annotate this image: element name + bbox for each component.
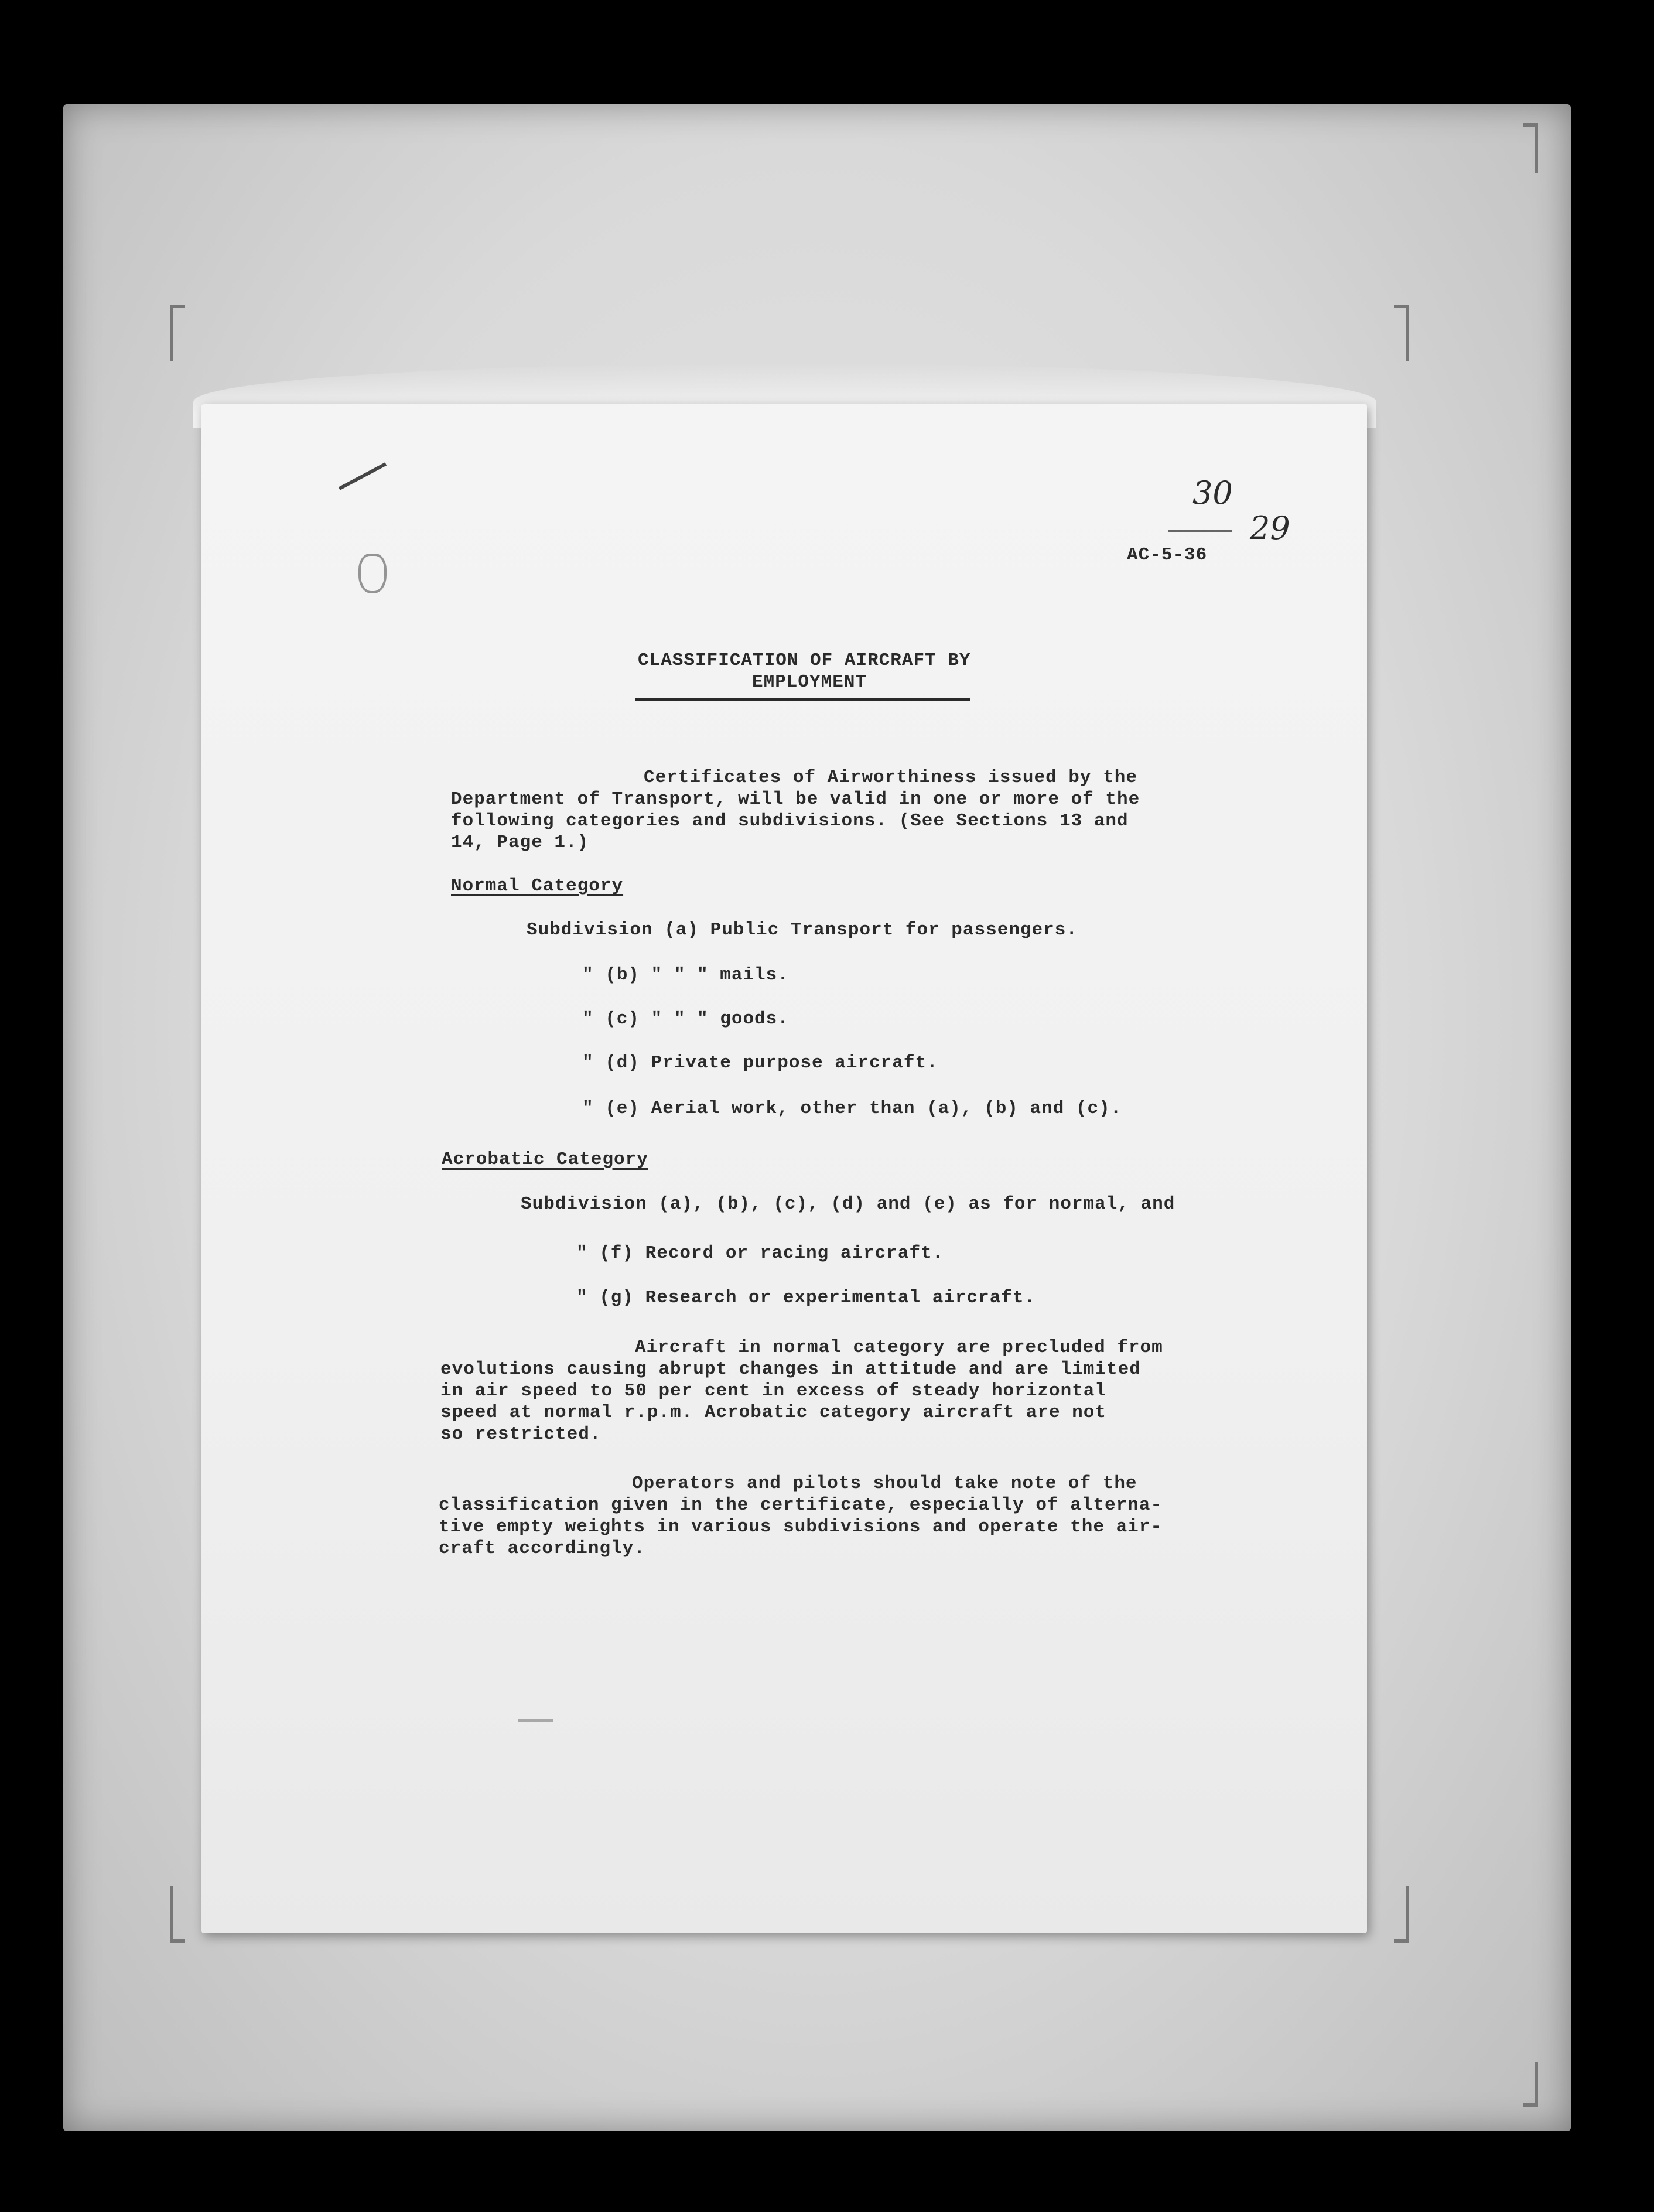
pencil-mark (339, 462, 387, 490)
intro-line-4: 14, Page 1.) (451, 832, 589, 853)
paragraph-1-line-5: so restricted. (440, 1424, 602, 1445)
crop-mark-top-left (170, 305, 185, 361)
title-line-1: CLASSIFICATION OF AIRCRAFT BY (638, 650, 971, 671)
crop-mark-bottom-outer (1523, 2062, 1538, 2107)
paragraph-2-line-3: tive empty weights in various subdivisions and operate the air- (439, 1517, 1162, 1537)
acrobatic-row-f: " (f) Record or racing aircraft. (576, 1243, 944, 1264)
paragraph-2-line-2: classification given in the certificate, especially of alterna- (439, 1495, 1162, 1515)
crop-mark-top-right (1394, 305, 1409, 361)
intro-line-2: Department of Transport, will be valid in one or more of the (451, 789, 1140, 810)
paragraph-1-line-4: speed at normal r.p.m. Acrobatic category aircraft are not (440, 1402, 1106, 1423)
normal-category-heading: Normal Category (451, 876, 624, 896)
handwritten-number: 30 (1192, 475, 1233, 511)
paragraph-2-line-4: craft accordingly. (439, 1538, 645, 1559)
handwritten-page-number: 29 (1250, 510, 1290, 547)
reference-code: AC-5-36 (1127, 545, 1208, 565)
dashed-mark (1168, 530, 1232, 532)
intro-line-1: Certificates of Airworthiness issued by the (644, 767, 1137, 788)
acrobatic-row-g: " (g) Research or experimental aircraft. (576, 1288, 1036, 1308)
paragraph-1-line-3: in air speed to 50 per cent in excess of steady horizontal (440, 1381, 1106, 1401)
normal-row-e: " (e) Aerial work, other than (a), (b) and (c). (582, 1098, 1122, 1119)
staple-hole (358, 554, 387, 593)
normal-row-d: " (d) Private purpose aircraft. (582, 1053, 938, 1073)
normal-row-b: " (b) " " " mails. (582, 965, 789, 985)
acrobatic-row-a-e: Subdivision (a), (b), (c), (d) and (e) as for normal, and (521, 1194, 1175, 1214)
intro-line-3: following categories and subdivisions. (See Sections 13 and (451, 811, 1129, 831)
crop-mark-bottom-left (170, 1886, 185, 1943)
normal-row-c: " (c) " " " goods. (582, 1009, 789, 1029)
paragraph-1-line-1: Aircraft in normal category are precluded from (635, 1337, 1163, 1358)
document-page (201, 404, 1367, 1933)
document-content (201, 404, 1367, 1933)
normal-row-a: Subdivision (a) Public Transport for passengers. (527, 920, 1078, 940)
crop-mark-bottom-right (1394, 1886, 1409, 1943)
paragraph-2-line-1: Operators and pilots should take note of the (632, 1473, 1137, 1494)
title-rule (635, 698, 970, 701)
title-line-2: EMPLOYMENT (752, 672, 867, 692)
acrobatic-category-heading: Acrobatic Category (442, 1149, 648, 1170)
faint-mark (518, 1719, 553, 1722)
crop-mark-top-outer (1523, 123, 1538, 173)
paragraph-1-line-2: evolutions causing abrupt changes in attitude and are limited (440, 1359, 1141, 1380)
